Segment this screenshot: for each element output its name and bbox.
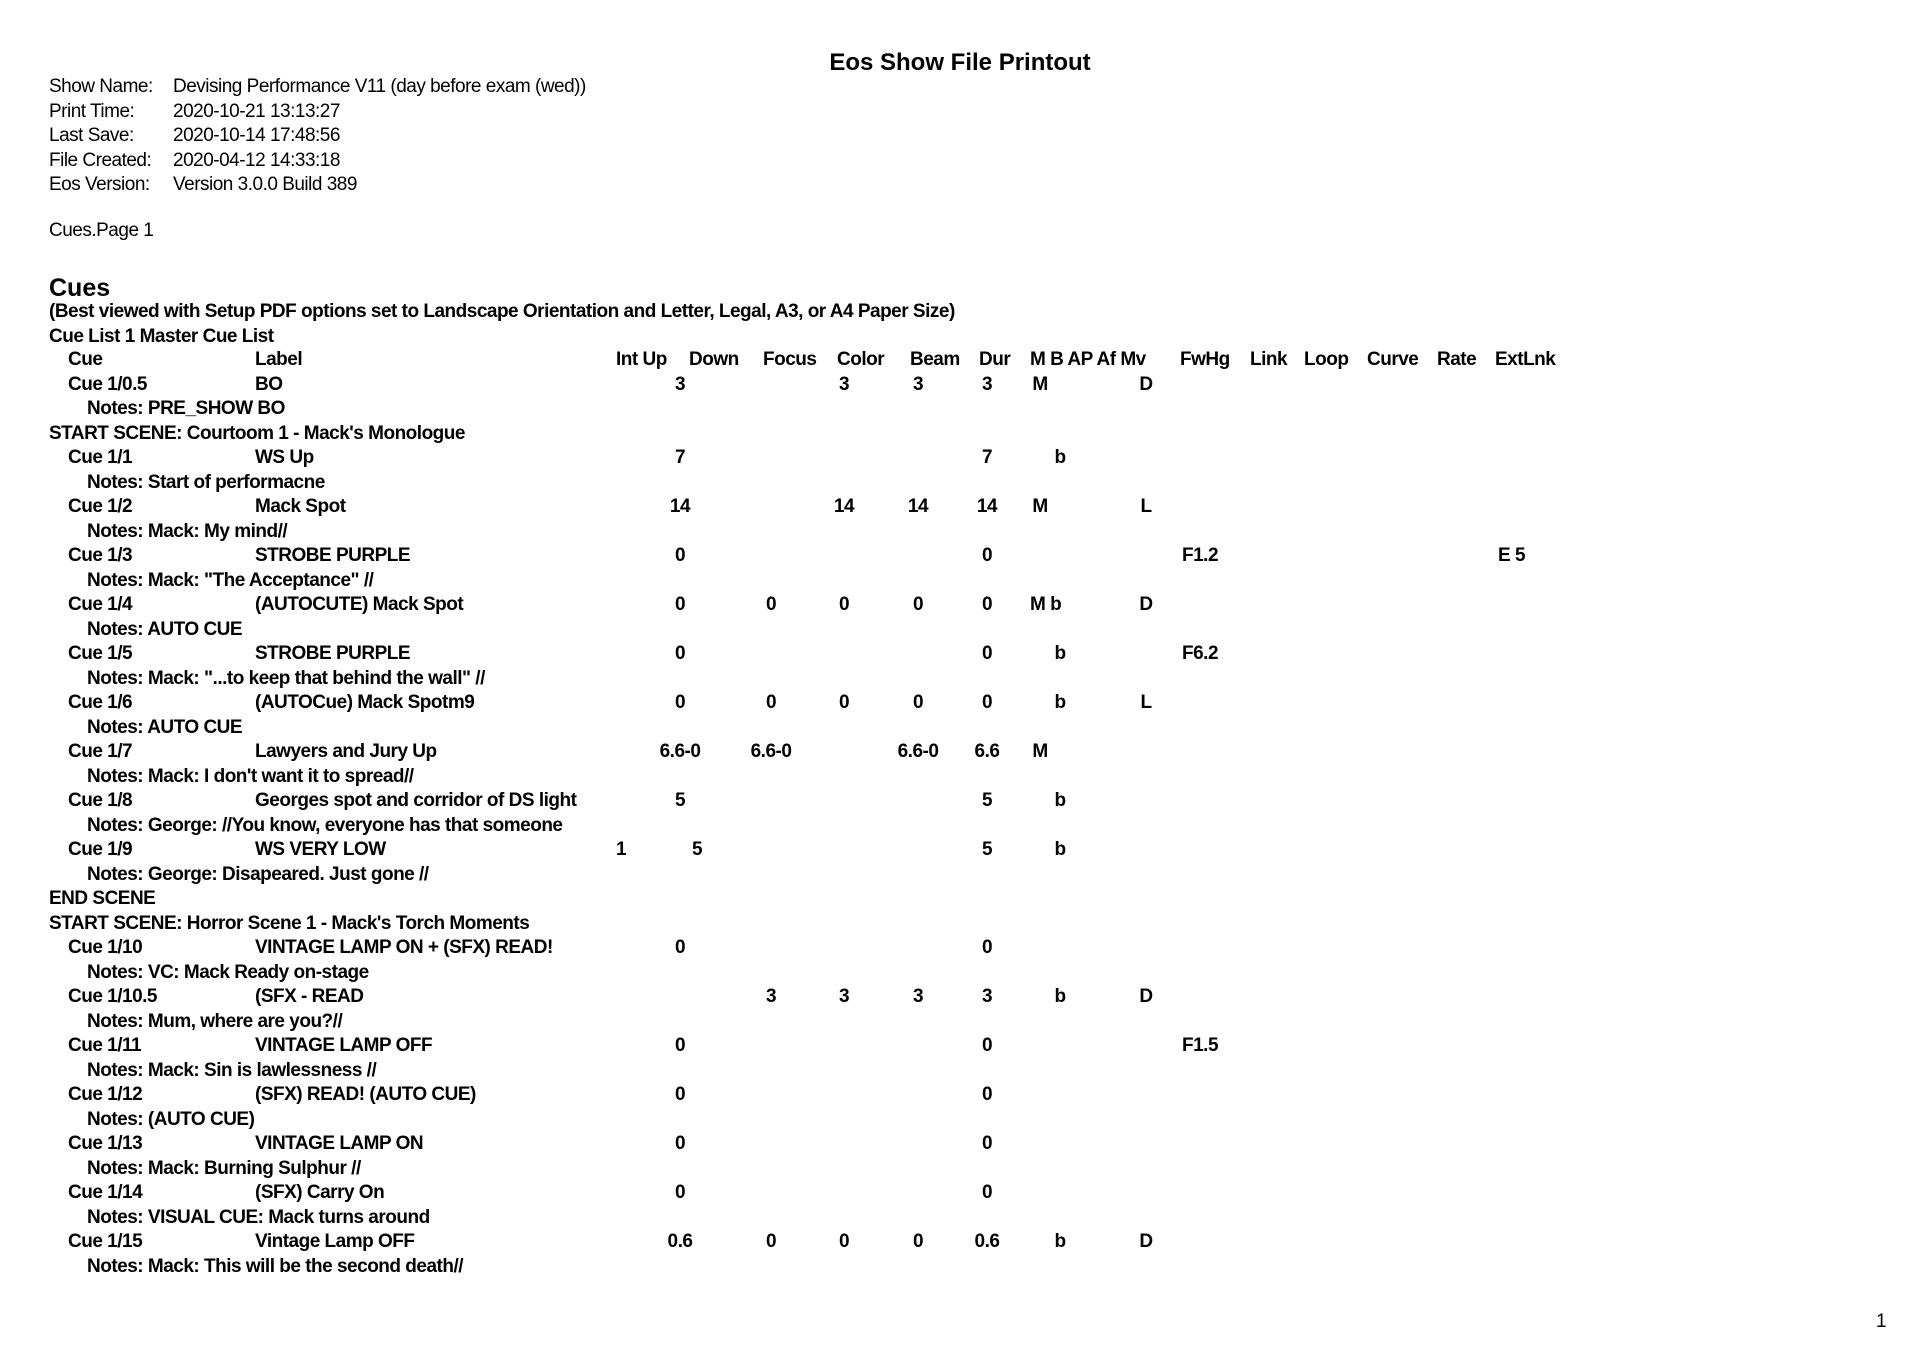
cue-notes: Notes: VISUAL CUE: Mack turns around [87,1206,430,1228]
cue-cell-cue: Cue 1/10.5 [68,986,157,1007]
cue-notes-row [0,814,1920,839]
cue-cell-beam: 3 [912,373,924,395]
cue-cell-dur: 5 [981,839,993,860]
cue-cell-mv: D [1139,986,1153,1007]
cue-notes: Notes: Mack: This will be the second death// [87,1255,464,1277]
cue-cell-label: WS Up [255,447,314,468]
cue-cell-up: 0 [674,1084,686,1105]
meta-row-eos-version [49,173,586,198]
meta-value: 2020-10-14 17:48:56 [173,125,340,146]
cue-notes-row [0,1255,1920,1280]
page-number: 1 [1876,1311,1887,1332]
cue-cell-label: Lawyers and Jury Up [255,741,437,762]
cue-cell-label: (SFX - READ [255,986,364,1007]
cue-cell-label: VINTAGE LAMP OFF [255,1035,433,1056]
cue-notes: Notes: Mack: I don't want it to spread// [87,765,414,787]
cue-cell-dur: 6.6 [974,741,1000,762]
section-note: (Best viewed with Setup PDF options set to Landscape Orientation and Letter, Legal, A3, or A4 Paper Size) [49,301,955,322]
cue-cell-up: 0 [674,692,686,713]
cue-cell-mv: L [1140,496,1152,517]
scene-marker: END SCENE [49,888,156,909]
cue-row [0,495,1920,520]
cue-cell-cue: Cue 1/5 [68,643,133,664]
cue-cell-fwhg: F1.5 [1182,1035,1219,1056]
scene-marker: START SCENE: Horror Scene 1 - Mack's Torch Moments [49,912,530,934]
cue-cell-up: 14 [669,496,691,517]
cue-cell-up: 0 [674,1182,686,1203]
cue-cell-up: 0 [674,643,686,664]
show-metadata [49,75,586,198]
column-header: Loop [1304,349,1349,370]
cue-notes: Notes: PRE_SHOW BO [87,398,285,419]
cue-notes-row [0,569,1920,594]
cue-notes: Notes: Mack: My mind// [87,520,288,542]
cue-cell-m: M [1030,594,1046,615]
cue-notes: Notes: Mack: Sin is lawlessness // [87,1059,377,1081]
cue-cell-label: Mack Spot [255,496,346,517]
column-header: Int Up [616,349,667,370]
cue-notes: Notes: George: Disapeared. Just gone // [87,863,429,885]
column-header: Label [255,349,303,370]
cue-cell-focus: 6.6-0 [750,741,792,762]
meta-row-file-created [49,149,586,174]
cue-cell-up: 0 [674,937,686,958]
cue-cell-mb [1030,593,1061,618]
cue-notes: Notes: (AUTO CUE) [87,1108,255,1130]
meta-value: Version 3.0.0 Build 389 [173,174,357,195]
cue-cell-color: 0 [838,594,850,615]
meta-label: Last Save: [49,125,134,146]
meta-label: Eos Version: [49,174,150,195]
cue-cell-dur: 5 [981,790,993,811]
column-header: Rate [1437,349,1477,370]
cue-cell-label: BO [255,373,283,395]
cue-cell-cue: Cue 1/0.5 [68,373,147,395]
cue-row [0,1132,1920,1157]
cue-cell-up: 3 [674,373,686,395]
cue-cell-cue: Cue 1/7 [68,741,133,762]
cue-notes-row [0,1157,1920,1182]
cue-cell-focus: 3 [765,986,777,1007]
cue-cell-label: STROBE PURPLE [255,545,411,566]
cue-cell-up: 6.6-0 [659,741,701,762]
cue-notes-row [0,961,1920,986]
cue-cell-dur: 0 [981,1035,993,1056]
cue-row [0,691,1920,716]
column-header: ExtLnk [1495,349,1556,370]
cue-cell-dur: 0 [981,594,993,615]
cue-cell-b: b [1054,986,1066,1007]
cue-cell-up: 0 [674,1133,686,1154]
cue-cell-label: (AUTOCue) Mack Spotm9 [255,692,475,713]
cue-notes-row [0,618,1920,643]
cue-notes-row [0,716,1920,741]
cue-cell-dur: 7 [981,447,993,468]
cue-notes: Notes: Mack: "...to keep that behind the wall" // [87,667,485,689]
cue-cell-beam: 14 [907,496,929,517]
meta-value: Devising Performance V11 (day before exam (wed)) [173,76,586,97]
cue-cell-label: Vintage Lamp OFF [255,1231,415,1252]
cue-cell-beam: 3 [912,986,924,1007]
cue-cell-b: b [1054,839,1066,860]
cue-row [0,838,1920,863]
cue-notes-row [0,1059,1920,1084]
cue-cell-fwhg: F1.2 [1182,545,1219,566]
column-header: Curve [1367,349,1419,370]
cue-cell-beam: 0 [912,692,924,713]
column-header: Link [1250,349,1288,370]
cue-cell-beam: 0 [912,594,924,615]
cue-cell-b: b [1054,692,1066,713]
cue-cell-up: 7 [674,447,686,468]
scene-marker-row [0,422,1920,447]
cue-cell-dur: 0 [981,1133,993,1154]
cue-row [0,1034,1920,1059]
cue-cell-b: b [1054,1231,1066,1252]
meta-row-print-time [49,100,586,125]
cue-cell-beam: 6.6-0 [897,741,939,762]
cue-cell-up: 0 [674,1035,686,1056]
cue-cell-cue: Cue 1/10 [68,937,143,958]
cue-cell-color: 14 [833,496,855,517]
meta-row-last-save [49,124,586,149]
cue-row [0,544,1920,569]
meta-value: 2020-04-12 14:33:18 [173,149,340,171]
scene-marker-row [0,912,1920,937]
cue-cell-cue: Cue 1/4 [68,594,133,615]
cue-row [0,446,1920,471]
cue-row [0,593,1920,618]
cue-cell-cue: Cue 1/3 [68,545,133,566]
cue-cell-mv: D [1139,594,1153,615]
document-title: Eos Show File Printout [829,49,1091,76]
cue-cell-color: 3 [838,986,850,1007]
meta-label: Print Time: [49,100,135,122]
column-header: Down [689,349,739,370]
scene-marker-row [0,887,1920,912]
cue-cell-m: M [1032,496,1048,517]
cue-cell-mv: L [1140,692,1152,713]
cue-row [0,740,1920,765]
column-header: Dur [979,349,1011,370]
cue-notes-row [0,471,1920,496]
cue-notes: Notes: Mack: Burning Sulphur // [87,1157,361,1179]
column-header: Cue [68,349,103,370]
meta-label: File Created: [49,149,152,171]
cue-notes-row [0,1108,1920,1133]
cue-notes: Notes: AUTO CUE [87,618,243,640]
cue-cell-dur: 0 [981,937,993,958]
cue-cell-cue: Cue 1/1 [68,447,133,468]
cue-row [0,1181,1920,1206]
cue-cell-dur: 3 [981,373,993,395]
cue-row [0,936,1920,961]
column-header: Beam [910,349,960,370]
cue-notes-row [0,1206,1920,1231]
cue-notes-row [0,765,1920,790]
cue-cell-label: WS VERY LOW [255,839,386,860]
cue-cell-cue: Cue 1/14 [68,1182,143,1203]
cue-notes: Notes: Mack: "The Acceptance" // [87,569,374,591]
cue-cell-dur: 0 [981,1084,993,1105]
cue-cell-m: M [1032,373,1048,395]
column-header: Color [837,349,885,370]
cue-notes-row [0,397,1920,422]
cue-cell-cue: Cue 1/12 [68,1084,143,1105]
scene-marker: START SCENE: Courtoom 1 - Mack's Monologue [49,422,465,444]
cue-cell-label: VINTAGE LAMP ON [255,1133,424,1154]
cue-cell-label: STROBE PURPLE [255,643,411,664]
cue-cell-focus: 0 [765,692,777,713]
cue-cell-focus: 0 [765,1231,777,1252]
cue-cell-label: (SFX) Carry On [255,1182,385,1203]
cue-cell-dur: 3 [981,986,993,1007]
meta-row-show-name [49,75,586,100]
section-heading: Cues [49,274,111,302]
cue-cell-cue: Cue 1/6 [68,692,133,713]
cue-cell-label: Georges spot and corridor of DS light [255,790,577,811]
cue-notes-row [0,1010,1920,1035]
cue-cell-dur: 0 [981,1182,993,1203]
cue-notes-row [0,863,1920,888]
cue-cell-color: 0 [838,692,850,713]
cue-cell-extlnk: E 5 [1498,545,1526,566]
cue-cell-color: 0 [838,1231,850,1252]
cue-cell-fwhg: F6.2 [1182,643,1219,664]
cue-cell-color: 3 [838,373,850,395]
cue-cell-label: (AUTOCUTE) Mack Spot [255,594,464,615]
cue-cell-dur: 0 [981,692,993,713]
cue-cell-mv: D [1139,1231,1153,1252]
cue-row [0,1083,1920,1108]
cue-list-title: Cue List 1 Master Cue List [49,326,274,347]
cue-cell-b: b [1054,790,1066,811]
cue-cell-up: 0 [674,545,686,566]
cue-cell-down: 5 [691,839,703,860]
cue-notes: Notes: VC: Mack Ready on-stage [87,961,369,983]
cue-cell-m: M [1032,741,1048,762]
cue-cell-dur: 14 [976,496,998,517]
cue-row [0,1230,1920,1255]
cue-cell-cue: Cue 1/2 [68,496,133,517]
cue-row [0,642,1920,667]
cue-cell-cue: Cue 1/9 [68,839,133,860]
meta-label: Show Name: [49,76,153,97]
cue-cell-up: 0 [674,594,686,615]
column-header: Focus [763,349,817,370]
cue-notes: Notes: Mum, where are you?// [87,1010,343,1032]
column-header: M B AP Af Mv [1030,349,1146,370]
cue-notes: Notes: AUTO CUE [87,716,243,738]
column-header-row [0,348,1920,373]
cue-cell-dur: 0 [981,643,993,664]
cue-notes: Notes: George: //You know, everyone has that someone [87,814,563,836]
cue-cell-intup: 1 [615,839,627,860]
cue-cell-b: b [1050,594,1062,615]
cue-cell-up: 5 [674,790,686,811]
cue-cell-b: b [1054,447,1066,468]
cue-row [0,789,1920,814]
cue-notes: Notes: Start of performacne [87,471,325,493]
cue-notes-row [0,667,1920,692]
cue-row [0,373,1920,398]
page-name: Cues.Page 1 [49,220,154,241]
cue-cell-mv: D [1139,373,1153,395]
cue-cell-label: (SFX) READ! (AUTO CUE) [255,1084,476,1105]
cue-cell-beam: 0 [912,1231,924,1252]
cue-cell-focus: 0 [765,594,777,615]
cue-notes-row [0,520,1920,545]
cue-cell-label: VINTAGE LAMP ON + (SFX) READ! [255,937,553,958]
cue-cell-dur: 0 [981,545,993,566]
cue-row [0,985,1920,1010]
column-header: FwHg [1180,349,1230,370]
cue-cell-cue: Cue 1/11 [68,1035,142,1056]
cue-cell-cue: Cue 1/15 [68,1231,143,1252]
cue-cell-dur: 0.6 [974,1231,1000,1252]
meta-value: 2020-10-21 13:13:27 [173,100,340,122]
cue-cell-cue: Cue 1/13 [68,1133,143,1154]
cue-cell-cue: Cue 1/8 [68,790,133,811]
cue-cell-up: 0.6 [667,1231,693,1252]
cue-cell-b: b [1054,643,1066,664]
